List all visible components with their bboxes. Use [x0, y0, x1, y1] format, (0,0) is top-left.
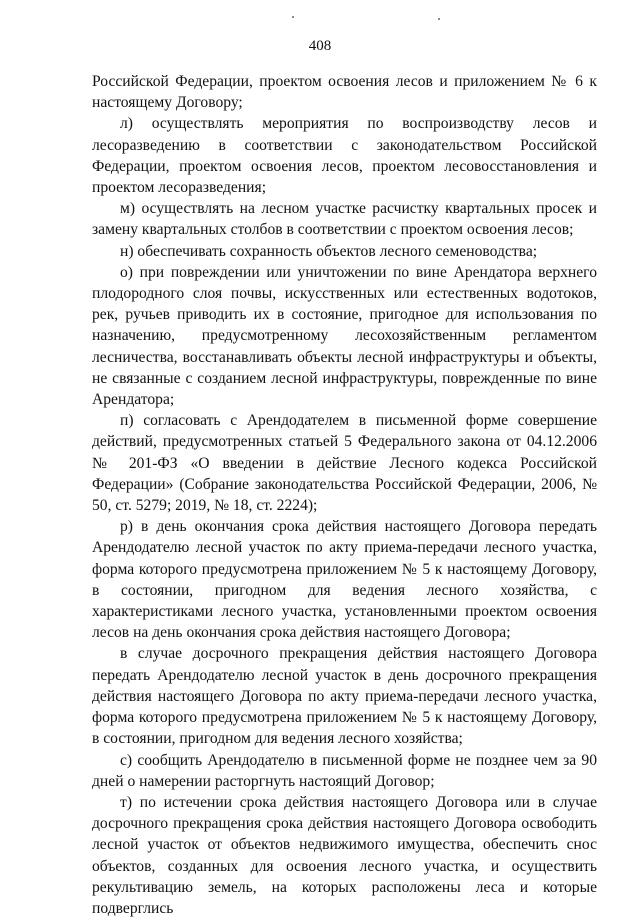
paragraph-item-l: л) осуществлять мероприятия по воспроизводству лесов и лесоразведению в соответствии с законодательством Российской Федерации, проектом освоения лесов, проектом лесовосстановления и проектом лесоразведения; [92, 115, 597, 197]
scan-speck [292, 16, 294, 18]
scan-speck [438, 18, 440, 20]
paragraph-item-m: м) осуществлять на лесном участке расчистку квартальных просек и замену квартальных столбов в соответствии с проектом освоения лесов; [92, 200, 597, 239]
paragraph-item-p: п) согласовать с Арендодателем в письменной форме совершение действий, предусмотренных статьей 5 Федерального закона от 04.12.2006 № 201-ФЗ «О введении в действие Лесного кодекса Российской Федерации» (Собрание законодательства Российской Федерации, 2006, № 50, ст. 5279; 2019, № 18, ст. 2224); [92, 412, 597, 515]
paragraph-continuation: Российской Федерации, проектом освоения лесов и приложением № 6 к настоящему Договору; [92, 73, 597, 112]
paragraph-item-t: т) по истечении срока действия настоящего Договора или в случае досрочного прекращения срока действия настоящего Договора освободить лесной участок от объектов недвижимого имущества, обеспечить снос объектов, созданных для освоения лесного участка, и осуществить рекультивацию земель, на которых расположены леса и которые подверглись [92, 793, 597, 917]
document-body [92, 71, 597, 919]
paragraph-item-n: н) обеспечивать сохранность объектов лесного семеноводства; [120, 242, 538, 260]
paragraph-item-s: с) сообщить Арендодателю в письменной форме не позднее чем за 90 дней о намерении расторгнуть настоящий Договор; [92, 751, 597, 790]
paragraph-item-o: о) при повреждении или уничтожении по вине Арендатора верхнего плодородного слоя почвы, искусственных или естественных водотоков, рек, ручьев приводить их в состояние, пригодное для использования по назначению, предусмотренному лесохозяйственным регламентом лесничества, восстанавливать объекты лесной инфраструктуры и объекты, не связанные с созданием лесной инфраструктуры, поврежденные по вине Арендатора; [92, 263, 597, 409]
paragraph-early-termination: в случае досрочного прекращения действия настоящего Договора передать Арендодателю лесной участок в день досрочного прекращения действия настоящего Договора по акту приема-передачи лесного участка, форма которого предусмотрена приложением № 5 к настоящему Договору, в состоянии, пригодном для ведения лесного хозяйства; [92, 645, 597, 748]
paragraph-item-r: р) в день окончания срока действия настоящего Договора передать Арендодателю лесной участок по акту приема-передачи лесного участка, форма которого предусмотрена приложением № 5 к настоящему Договору, в состоянии, пригодном для ведения лесного хозяйства, с характеристиками лесного участка, установленными проектом освоения лесов на день окончания срока действия настоящего Договора; [92, 518, 597, 642]
page-number: 408 [308, 38, 332, 54]
